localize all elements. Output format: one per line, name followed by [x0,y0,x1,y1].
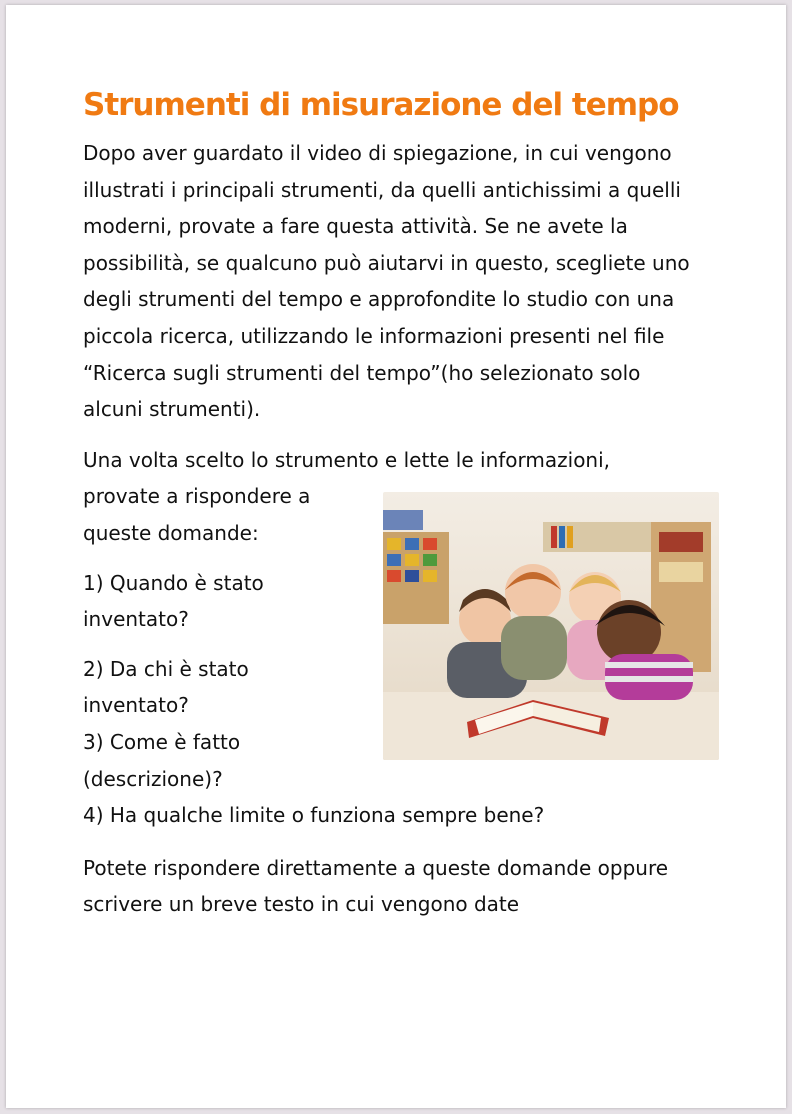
question-1-line-2: inventato? [83,607,189,632]
question-4: 4) Ha qualche limite o funziona sempre bene? [83,803,545,828]
document-page [6,5,786,1108]
lead-line-3: queste domande: [83,520,259,545]
question-2-line-1: 2) Da chi è stato [83,656,249,681]
page-title: Strumenti di misurazione del tempo [83,87,679,123]
children-reading-illustration [383,492,719,760]
intro-paragraph: Dopo aver guardato il video di spiegazione, in cui vengono illustrati i principali strumenti, da quelli antichissimi a quelli moderni, provate a fare questa attività. Se ne avete la possibilità, se qualcuno può aiutarvi in questo, scegliete uno degli strumenti del tempo e approfondite lo studio con una piccola ricerca, utilizzando le informazioni presenti nel file “Ricerca sugli strumenti del tempo”(ho selezionato solo alcuni strumenti). [83,141,690,422]
children-reading-photo [383,492,719,760]
question-2-line-2: inventato? [83,693,189,718]
lead-line-2: provate a rispondere a [83,484,311,509]
lead-line-1: Una volta scelto lo strumento e lette le informazioni, [83,447,611,472]
question-3-line-1: 3) Come è fatto [83,729,241,754]
closing-paragraph: Potete rispondere direttamente a queste domande oppure scrivere un breve testo in cui vengono date [83,855,669,917]
question-1-line-1: 1) Quando è stato [83,570,264,595]
question-3-line-2: (descrizione)? [83,766,223,791]
questions-section [83,442,703,834]
document-body [83,83,703,943]
